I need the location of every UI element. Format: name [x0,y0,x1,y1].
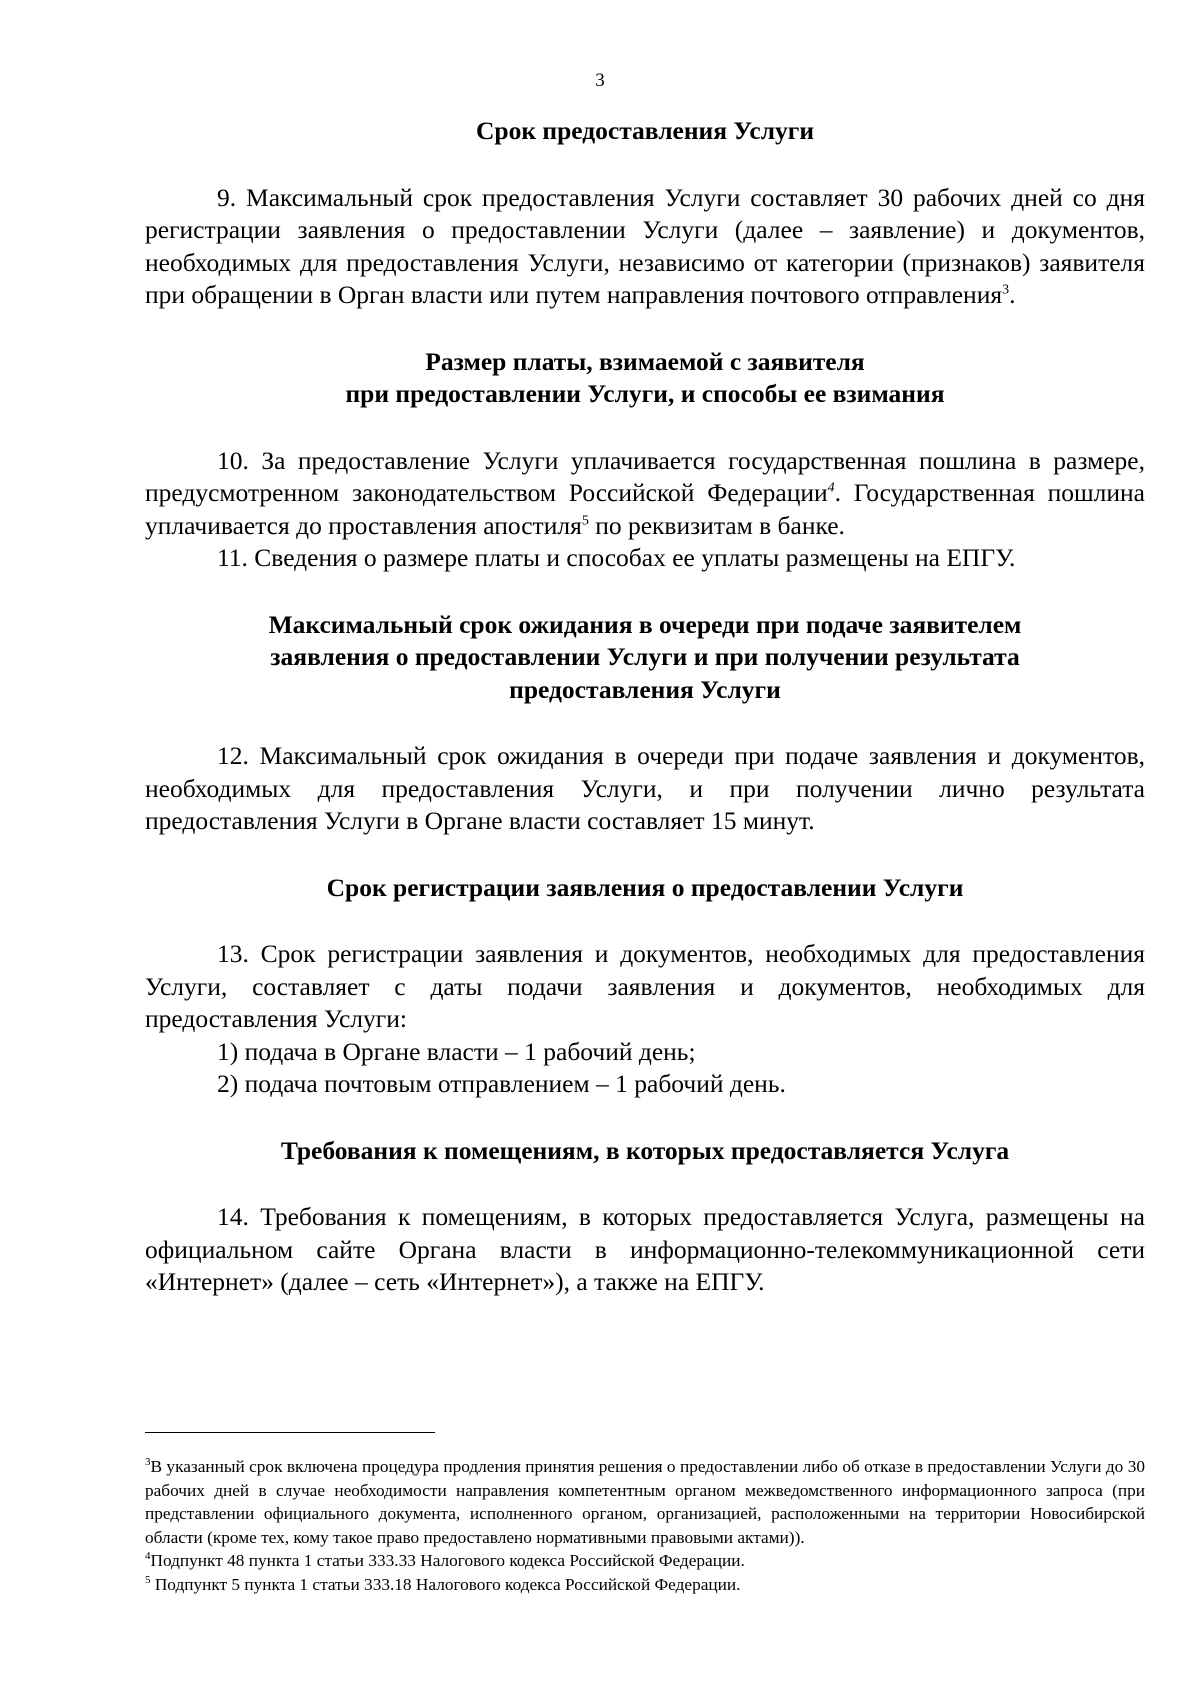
paragraph-10 [145,445,1145,543]
list-item: 1) подача в Органе власти – 1 рабочий день; [217,1036,696,1066]
heading-line: при предоставлении Услуги, и способы ее взимания [345,379,945,408]
footnote-separator [145,1432,435,1433]
paragraph-text: 14. Требования к помещениям, в которых предоставляется Услуга, размещены на официальном сайте Органа власти в информационно-телекоммуникационной сети «Интернет» (далее – сеть «Интернет»), а также на ЕПГУ. [145,1202,1145,1296]
heading-line: Размер платы, взимаемой с заявителя [425,346,865,376]
footnote-5 [145,1573,1145,1597]
footnote-number: 4 [145,1550,151,1563]
footnote-number: 3 [145,1456,151,1469]
footnote-text: Подпункт 5 пункта 1 статьи 333.18 Налогового кодекса Российской Федерации. [150,1574,741,1594]
heading-line: Максимальный срок ожидания в очереди при подаче заявителем [268,609,1022,639]
page-number: 3 [595,70,605,91]
paragraph-13 [145,938,1145,1036]
paragraph-text: 13. Срок регистрации заявления и документов, необходимых для предоставления Услуги, составляет с даты подачи заявления и документов, необходимых для предоставления Услуги: [145,939,1145,1033]
footnote-text: В указанный срок включена процедура продления принятия решения о предоставлении либо об отказе в предоставлении Услуги до 30 рабочих дней в случае необходимости направления компетентным органом межведомственного информационного запроса (при представлении официального документа, исполненного органом, организацией, расположенными на территории Новосибирской области (кроме тех, кому такое право предоставлено нормативными правовыми актами)). [145,1457,1145,1547]
section-heading [145,115,1145,148]
footnote-ref-4: 4 [827,480,835,496]
paragraph-14 [145,1201,1145,1299]
paragraph-text: 11. Сведения о размере платы и способах ее уплаты размещены на ЕПГУ. [217,543,1016,572]
section-heading [145,609,1145,707]
heading-line: Срок регистрации заявления о предоставлении Услуги [326,872,964,902]
footnote-text: Подпункт 48 пункта 1 статьи 333.33 Налогового кодекса Российской Федерации. [150,1551,745,1570]
paragraph-tail: по реквизитам в банке. [588,510,845,540]
paragraph-9 [145,182,1145,312]
heading-line: Требования к помещениям, в которых предоставляется Услуга [280,1135,1010,1165]
section-registration-term [145,872,1145,1101]
section-service-term [145,115,1145,312]
section-heading [145,872,1145,905]
document-body [145,115,1145,1299]
footnote-ref-5: 5 [581,513,589,528]
paragraph-11 [145,542,1145,575]
paragraph-text: 12. Максимальный срок ожидания в очереди при подаче заявления и документов, необходимых для предоставления Услуги, и при получении лично результата предоставления Услуги в Органе власти составляет 15 минут. [145,741,1145,835]
heading-line: Срок предоставления Услуги [475,116,815,145]
section-fee [145,346,1145,575]
paragraph-tail: . [1009,280,1016,309]
footnote-ref-3: 3 [1002,282,1010,298]
paragraph-tail: . Государственная пошлина уплачивается до проставления апостиля [145,478,1145,540]
heading-line: предоставления Услуги [509,674,781,704]
section-queue-time [145,609,1145,838]
footnote-number: 5 [145,1573,151,1586]
heading-line: заявления о предоставлении Услуги и при получении результата [270,642,1020,671]
paragraph-12 [145,740,1145,838]
footnotes-area [145,1432,1145,1596]
section-heading [145,1135,1145,1168]
section-heading [145,346,1145,411]
paragraph-text: 9. Максимальный срок предоставления Услуги составляет 30 рабочих дней со дня регистрации заявления о предоставлении Услуги (далее – заявление) и документов, необходимых для предоставления Услуги, независимо от категории (признаков) заявителя при обращении в Орган власти или путем направления почтового отправления [145,182,1145,309]
footnote-4 [145,1549,1145,1573]
paragraph-text: 10. За предоставление Услуги уплачивается государственная пошлина в размере, предусмотренном законодательством Российской Федерации [145,445,1145,507]
footnote-3 [145,1455,1145,1549]
list-item: 2) подача почтовым отправлением – 1 рабочий день. [217,1069,786,1098]
section-premises-requirements [145,1135,1145,1299]
